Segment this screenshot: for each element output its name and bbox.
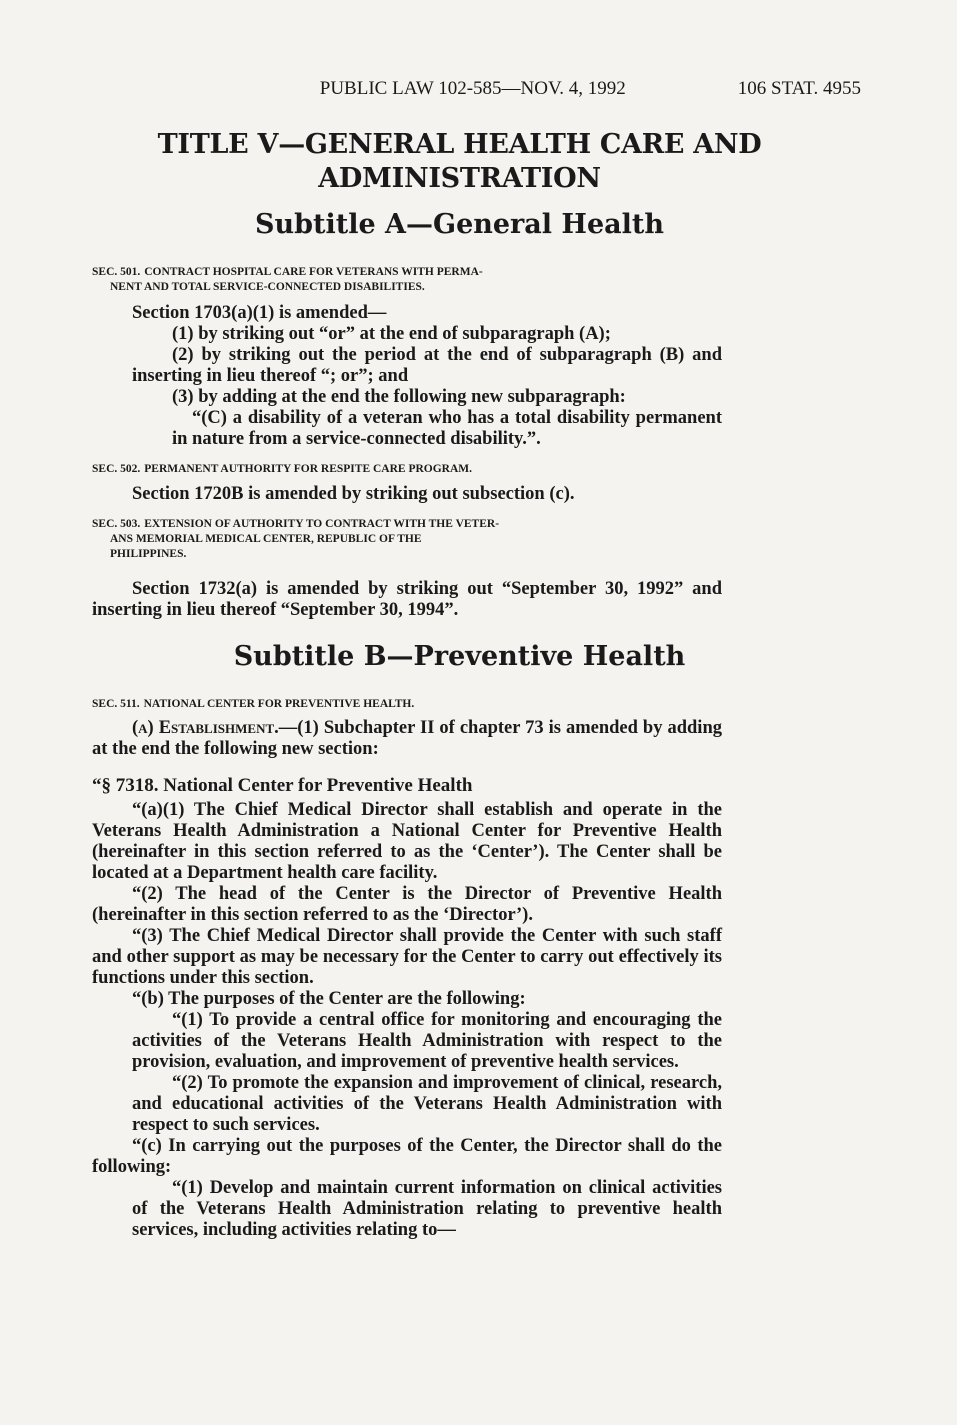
section-paragraph: “(2) The head of the Center is the Director of Preventive Health (hereinafter in this section referred to as the ‘Director’). (92, 884, 722, 925)
sec-503-heading-line-1: EXTENSION OF AUTHORITY TO CONTRACT WITH THE VETER- (144, 518, 500, 530)
title-line-1: TITLE V—GENERAL HEALTH CARE AND (157, 129, 762, 160)
sec-501-paragraph: Section 1703(a)(1) is amended— (132, 303, 387, 323)
section-paragraph: “(3) The Chief Medical Director shall provide the Center with such staff and other support as may be necessary for the Center to carry out effectively its functions under this section. (92, 926, 722, 988)
section-paragraph: “(a)(1) The Chief Medical Director shall establish and operate in the Veterans Health Administration a National Center for Preventive Health (hereinafter in this section referred to as the ‘Center’). The Center shall be located at a Department health care facility. (92, 800, 722, 883)
statute-page-number: 106 STAT. 4955 (737, 78, 861, 99)
sec-501-heading (92, 265, 722, 295)
section-paragraph: “(2) To promote the expansion and improvement of clinical, research, and educational activities of the Veterans Health Administration with respect to such services. (132, 1073, 722, 1135)
running-head: PUBLIC LAW 102-585—NOV. 4, 1992 (319, 78, 626, 99)
sec-503-heading (92, 517, 722, 562)
sec-503-heading-line-3: PHILIPPINES. (110, 548, 187, 560)
sec-503-heading-line-2: ANS MEMORIAL MEDICAL CENTER, REPUBLIC OF THE (110, 533, 422, 545)
sec-511-number: SEC. 511. (92, 698, 140, 710)
sec-501-paragraph: (3) by adding at the end the following new subparagraph: (172, 387, 626, 407)
sec-502-body (92, 484, 722, 505)
section-7318-body (92, 800, 722, 1241)
sec-501-paragraph: (2) by striking out the period at the end of subparagraph (B) and inserting in lieu thereof “; or”; and (132, 345, 722, 386)
sec-501-number: SEC. 501. (92, 266, 141, 278)
sec-503-body (92, 579, 722, 621)
sec-501-body (92, 303, 722, 450)
sec-503-number: SEC. 503. (92, 518, 141, 530)
establishment-label: (a) Establishment. (132, 718, 279, 738)
sec-511-paragraph (92, 718, 722, 760)
page-header (92, 78, 861, 100)
sec-511-heading-text: NATIONAL CENTER FOR PREVENTIVE HEALTH. (143, 698, 415, 710)
title-line-2: ADMINISTRATION (318, 163, 601, 194)
section-paragraph: “(b) The purposes of the Center are the following: (132, 989, 526, 1009)
sec-501-quoted-text: “(C) a disability of a veteran who has a total disability permanent in nature from a service-connected disability.”. (172, 408, 722, 449)
section-paragraph: “(1) Develop and maintain current information on clinical activities of the Veterans Health Administration relating to preventive health services, including activities relating to— (132, 1178, 722, 1240)
sec-502-heading (92, 462, 722, 477)
sec-501-heading-line-1: CONTRACT HOSPITAL CARE FOR VETERANS WITH PERMA- (144, 266, 483, 278)
sec-502-heading-text: PERMANENT AUTHORITY FOR RESPITE CARE PROGRAM. (144, 463, 473, 475)
sec-502-number: SEC. 502. (92, 463, 141, 475)
sec-502-paragraph: Section 1720B is amended by striking out subsection (c). (132, 484, 575, 504)
section-paragraph: “(c) In carrying out the purposes of the Center, the Director shall do the following: (92, 1136, 722, 1177)
sec-511-heading (92, 697, 722, 712)
sec-501-heading-line-2: NENT AND TOTAL SERVICE-CONNECTED DISABILITIES. (110, 281, 425, 293)
establishment-text: —(1) Subchapter II of chapter 73 is amended by adding at the end the following new section: (92, 718, 722, 759)
title-heading (92, 128, 827, 196)
sec-501-paragraph: (1) by striking out “or” at the end of subparagraph (A); (172, 324, 611, 344)
sec-511-intro (92, 718, 722, 760)
subtitle-b-heading: Subtitle B—Preventive Health (233, 641, 686, 672)
section-7318-heading: “§ 7318. National Center for Preventive Health (92, 775, 473, 796)
sec-503-paragraph: Section 1732(a) is amended by striking out “September 30, 1992” and inserting in lieu thereof “September 30, 1994”. (92, 579, 722, 620)
subtitle-a-heading: Subtitle A—General Health (255, 209, 664, 240)
section-paragraph: “(1) To provide a central office for monitoring and encouraging the activities of the Veterans Health Administration with respect to the provision, evaluation, and improvement of preventive health services. (132, 1010, 722, 1072)
